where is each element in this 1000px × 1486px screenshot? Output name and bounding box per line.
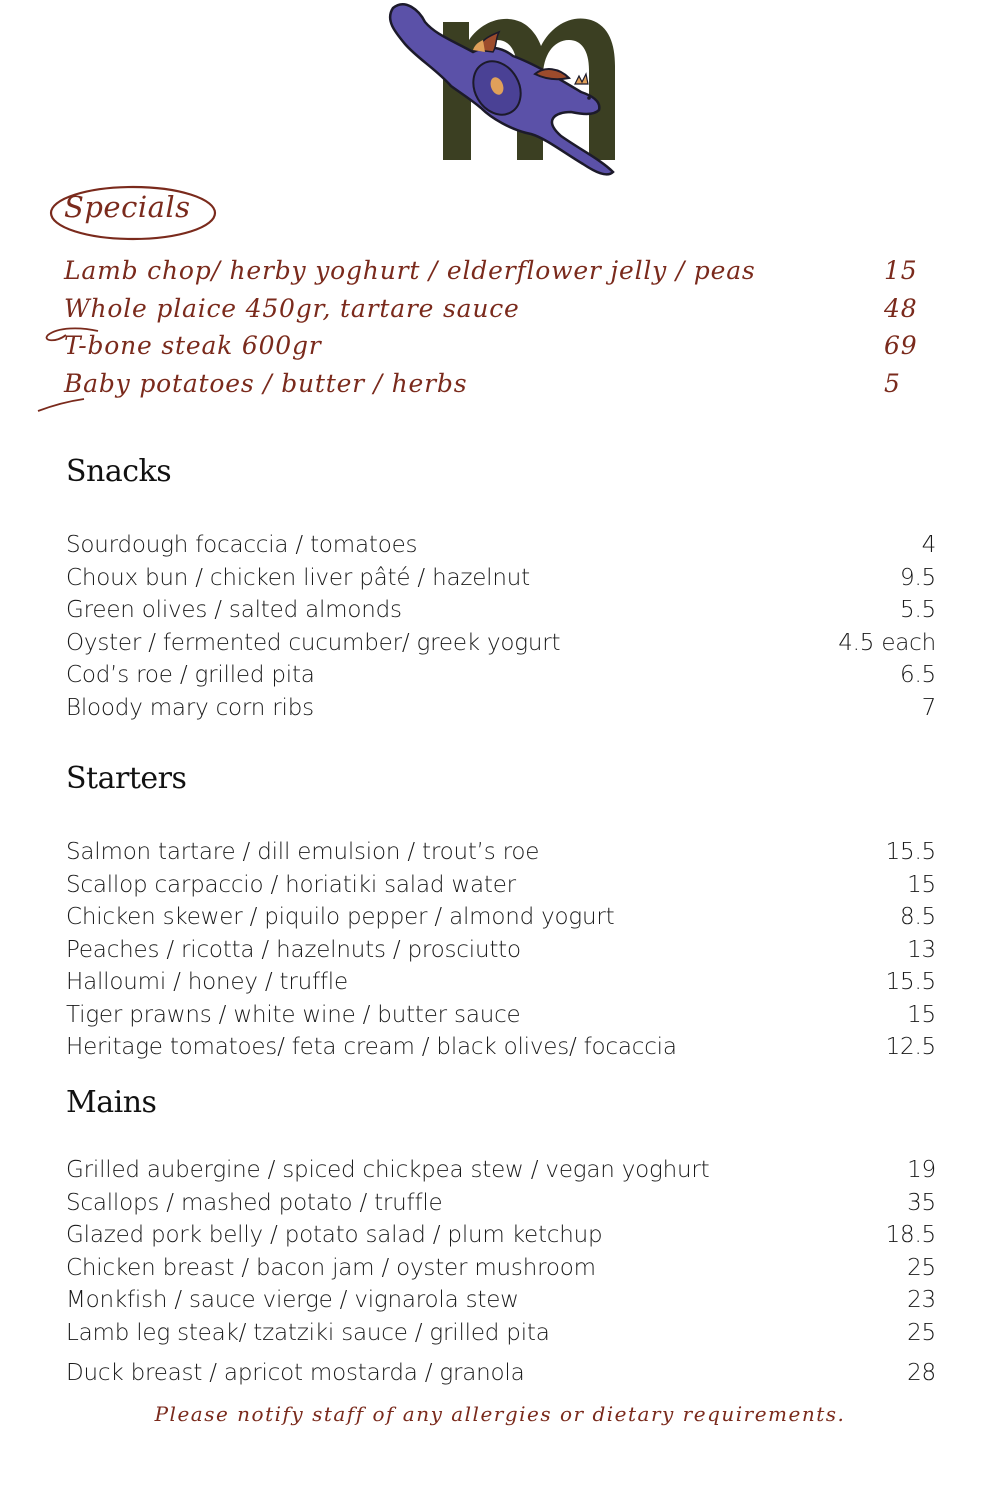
item-name: Halloumi / honey / truffle [66, 969, 348, 995]
item-price: 25 [907, 1319, 936, 1346]
item-name: Scallop carpaccio / horiatiki salad water [66, 871, 516, 898]
section-title: Snacks [66, 454, 172, 489]
item-price: 35 [907, 1189, 936, 1216]
item-name: Tiger prawns / white wine / butter sauce [66, 1001, 521, 1028]
menu-item [66, 594, 936, 627]
menu-item [66, 1317, 936, 1350]
item-price: 12.5 [885, 1034, 936, 1060]
menu-items [66, 529, 936, 724]
item-price: 6.5 [900, 662, 936, 688]
menu-item [66, 999, 936, 1032]
item-price: 15.5 [885, 969, 936, 995]
menu-item [66, 659, 936, 692]
item-price: 7 [921, 694, 936, 721]
item-name: Green olives / salted almonds [66, 597, 402, 623]
menu-item [66, 1187, 936, 1220]
item-price: 5.5 [900, 597, 936, 623]
item-price: 25 [907, 1254, 936, 1281]
item-name: Peaches / ricotta / hazelnuts / prosciutto [66, 936, 521, 963]
item-price: 15 [907, 871, 936, 898]
menu-item [66, 1219, 936, 1252]
section-title: Starters [66, 761, 187, 796]
item-price: 23 [907, 1287, 936, 1313]
item-name: Chicken breast / bacon jam / oyster mushroom [66, 1254, 596, 1281]
menu-item [66, 836, 936, 869]
item-name: Duck breast / apricot mostarda / granola [66, 1360, 525, 1386]
section-title: Mains [66, 1085, 157, 1120]
item-name: Bloody mary corn ribs [66, 694, 314, 721]
menu-item [66, 1031, 936, 1064]
item-name: Lamb leg steak/ tzatziki sauce / grilled pita [66, 1319, 550, 1346]
menu-item [66, 627, 936, 660]
item-price: 4.5 each [838, 629, 936, 656]
item-name: Choux bun / chicken liver pâté / hazelnut [66, 564, 530, 591]
item-price: 15.5 [885, 839, 936, 865]
item-name: Salmon tartare / dill emulsion / trout’s roe [66, 839, 540, 865]
item-name: Oyster / fermented cucumber/ greek yogurt [66, 629, 561, 656]
special-item [64, 294, 944, 332]
item-name: Scallops / mashed potato / truffle [66, 1189, 443, 1216]
item-price: 13 [907, 936, 936, 963]
special-item-price: 48 [884, 293, 918, 323]
menu-item [66, 1154, 936, 1187]
item-name: Chicken skewer / piquilo pepper / almond yogurt [66, 904, 615, 930]
special-item [64, 331, 944, 369]
menu-item [66, 1252, 936, 1285]
menu-item [66, 966, 936, 999]
item-price: 28 [907, 1360, 936, 1386]
menu-items [66, 836, 936, 1064]
special-item [64, 256, 944, 294]
item-price: 18.5 [885, 1222, 936, 1248]
item-name: Cod’s roe / grilled pita [66, 662, 315, 688]
menu-item [66, 1357, 936, 1390]
snacks-section [66, 454, 936, 724]
menu-item [66, 901, 936, 934]
menu-item [66, 1284, 936, 1317]
item-name: Sourdough focaccia / tomatoes [66, 532, 418, 558]
special-item-name: T-bone steak 600gr [64, 331, 322, 360]
specials-title: Specials [64, 190, 191, 224]
menu-item [66, 529, 936, 562]
special-item-price: 15 [884, 256, 918, 285]
mains-section [66, 1085, 936, 1390]
special-item-price: 69 [884, 331, 918, 360]
menu-item [66, 934, 936, 967]
menu-item [66, 692, 936, 725]
specials-list [64, 256, 944, 406]
menu-items [66, 1154, 936, 1390]
item-name: Grilled aubergine / spiced chickpea stew / vegan yoghurt [66, 1157, 710, 1183]
special-item-name: Baby potatoes / butter / herbs [64, 368, 468, 398]
item-name: Heritage tomatoes/ feta cream / black olives/ focaccia [66, 1034, 677, 1060]
special-item-price: 5 [884, 368, 901, 398]
special-item-name: Lamb chop/ herby yoghurt / elderflower jelly / peas [64, 256, 756, 285]
item-price: 9.5 [900, 564, 936, 591]
special-item [64, 369, 944, 407]
allergy-notice: Please notify staff of any allergies or dietary requirements. [154, 1402, 846, 1426]
item-price: 8.5 [900, 904, 936, 930]
item-name: Monkfish / sauce vierge / vignarola stew [66, 1287, 519, 1313]
item-name: Glazed pork belly / potato salad / plum ketchup [66, 1222, 603, 1248]
menu-item [66, 869, 936, 902]
starters-section [66, 761, 936, 1064]
item-price: 19 [907, 1157, 936, 1183]
item-price: 15 [907, 1001, 936, 1028]
special-item-name: Whole plaice 450gr, tartare sauce [64, 293, 520, 323]
restaurant-logo-icon [385, 0, 620, 180]
menu-item [66, 562, 936, 595]
item-price: 4 [921, 532, 936, 558]
